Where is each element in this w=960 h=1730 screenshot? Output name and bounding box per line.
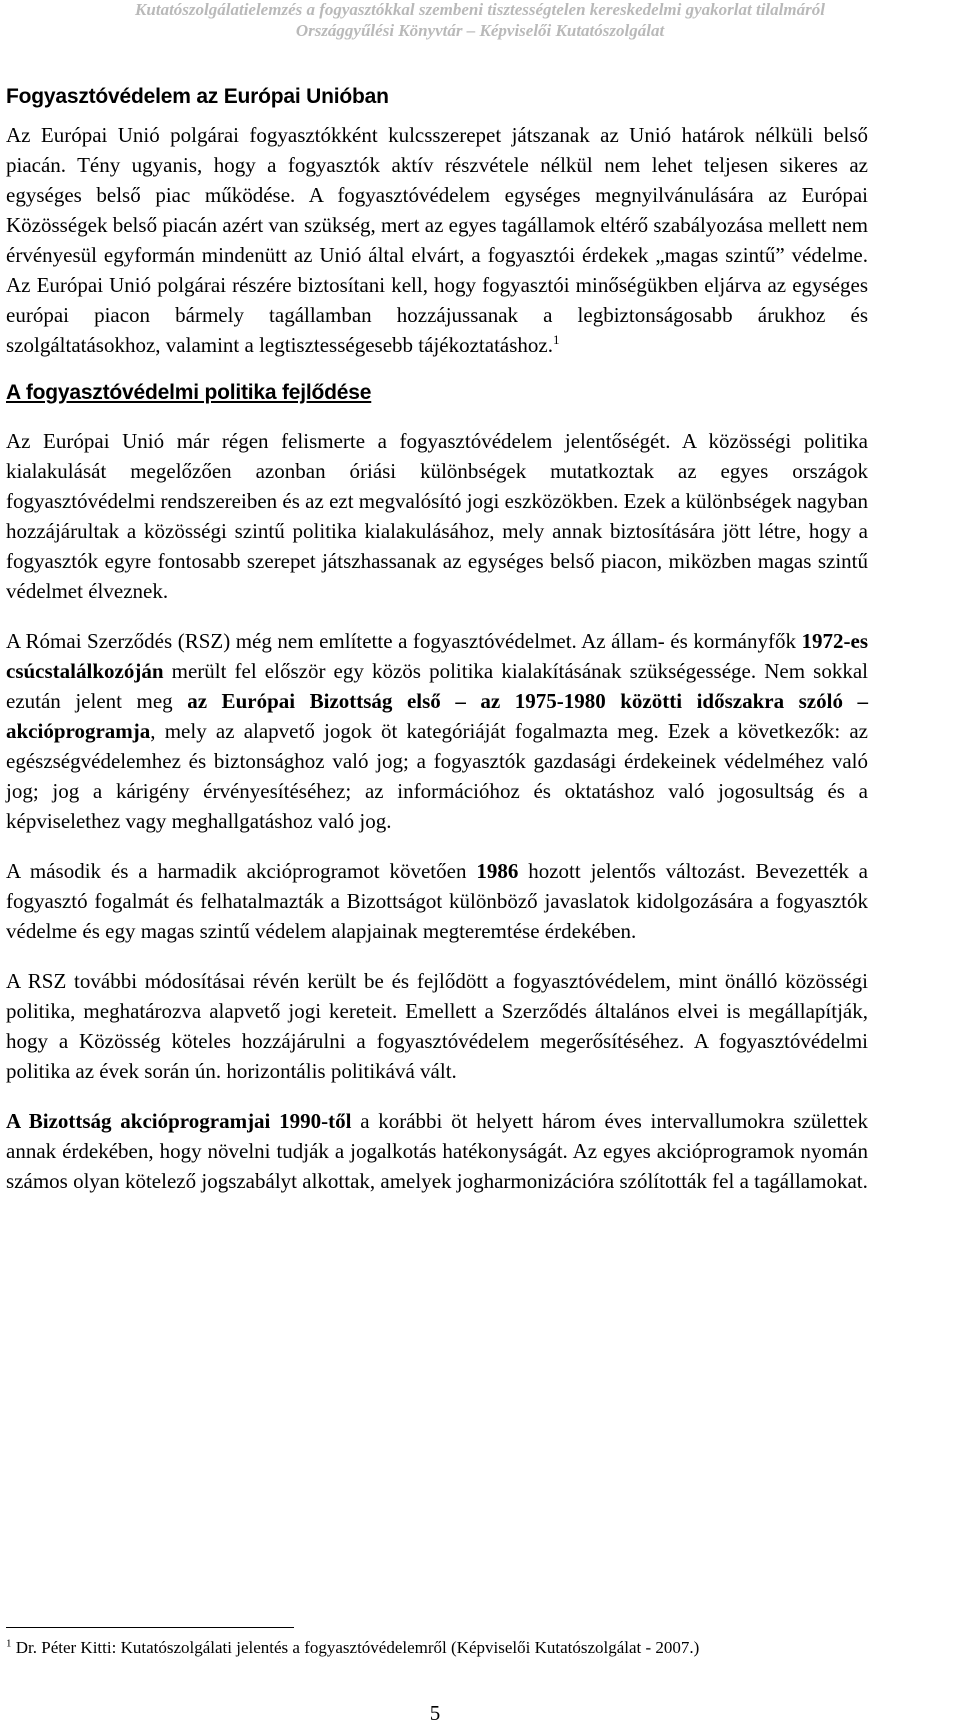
footnote-separator bbox=[6, 1627, 294, 1628]
bold-run: 1986 bbox=[476, 859, 519, 883]
section-title: A fogyasztóvédelmi politika fejlődése bbox=[6, 381, 372, 404]
paragraph-intro bbox=[6, 120, 868, 360]
bold-run: A Bizottság akcióprogramjai 1990-től bbox=[6, 1109, 352, 1133]
paragraph-1990 bbox=[6, 1106, 868, 1196]
text-run: a korábbi öt helyett három éves intervallumokra születtek annak érdekében, hogy növelni tudják a jogalkotás hatékonyságát. Az egyes akcióprogramok nyomán számos olyan kötelező jogszabályt alkottak, amelyek jogharmonizációra szólították fel a tagállamokat. bbox=[6, 1109, 868, 1193]
page-number: 5 bbox=[429, 1701, 441, 1725]
footnote-marker: 1 bbox=[6, 1637, 12, 1650]
paragraph-rsz: A RSZ további módosításai révén került be és fejlődött a fogyasztóvédelem, mint önálló közösségi politika, meghatározva alapvető jogi kereteit. Emellett a Szerződés általános elvei is megállapítják, hogy a Közösség köteles hozzájárulni a fogyasztóvédelem megerősítéséhez. A fogyasztóvédelmi politika az évek során ún. horizontális politikává vált. bbox=[6, 969, 868, 1083]
header-line-2: Országgyűlési Könyvtár – Képviselői Kutatószolgálat bbox=[295, 21, 665, 40]
text-run: A második és a harmadik akcióprogramot követően bbox=[6, 859, 477, 883]
paragraph-treaty bbox=[6, 626, 868, 836]
paragraph-development: Az Európai Unió már régen felismerte a fogyasztóvédelem jelentőségét. A közösségi politika kialakulását megelőzően azonban óriási különbségek mutatkoztak az egyes országok fogyasztóvédelmi rendszereiben és az ezt megvalósító jogi eszközökben. Ezek a különbségek nagyban hozzájárultak a közösségi szintű politika kialakulásához, mely annak biztosítására jött létre, hogy a fogyasztók egyre fontosabb szerepet játszhassanak az egységes belső piacon, miközben magas szintű védelmet élveznek. bbox=[6, 429, 868, 603]
text-run: hozott jelentős változást. Bevezették a fogyasztó fogalmát és felhatalmazták a Bizottságot különböző javaslatok kidolgozására a fogyasztók védelme és egy magas szintű védelem alapjainak megteremtése érdekében. bbox=[6, 859, 869, 943]
text-run: merült fel először egy közös politika kialakításának szükségessége. Nem sokkal ezután jelent meg bbox=[6, 659, 868, 713]
text-run: A Római Szerződés (RSZ) még nem említette a fogyasztóvédelmet. Az állam- és kormányfők bbox=[6, 629, 802, 653]
header-line-1: Kutatószolgálatielemzés a fogyasztókkal szembeni tisztességtelen kereskedelmi gyakorlat tilalmáról bbox=[135, 0, 825, 19]
paragraph-1986 bbox=[6, 856, 868, 946]
footnote-text: Dr. Péter Kitti: Kutatószolgálati jelentés a fogyasztóvédelemről (Képviselői Kutatószolgálat - 2007.) bbox=[11, 1638, 700, 1657]
document-body bbox=[6, 82, 868, 1196]
bold-run: 1972-es csúcstalálkozóján bbox=[6, 629, 868, 683]
footnote-reference[interactable]: 1 bbox=[552, 332, 560, 347]
text-run: , mely az alapvető jogok öt kategóriáját fogalmazta meg. Ezek a következők: az egészségvédelemhez és biztonsághoz való jog; a fogyasztók gazdasági érdekeinek védelméhez való jog; jog a kárigény érvényesítéséhez; az információhoz és oktatáshoz való jogosultság és a képviselethez vagy meghallgatáshoz való jog. bbox=[6, 719, 868, 833]
paragraph-intro-text: Az Európai Unió polgárai fogyasztókként kulcsszerepet játszanak az Unió határok nélküli belső piacán. Tény ugyanis, hogy a fogyasztók aktív részvétele nélkül nem lehet teljesen sikeres az egységes belső piac működése. A fogyasztóvédelem egységes megnyilvánulására az Európai Közösségek belső piacán azért van szükség, mert az egyes tagállamok eltérő szabályozása mellett nem érvényesül egyformán mindenütt az Unió által elvárt, a fogyasztói érdekek „magas szintű” védelme. Az Európai Unió polgárai részére biztosítani kell, hogy fogyasztói minőségükben eljárva az egységes európai piacon bármely tagállamban hozzájussanak a legbiztonságosabb árukhoz és szolgáltatásokhoz, valamint a legtisztességesebb tájékoztatáshoz. bbox=[6, 123, 868, 357]
bold-run: az Európai Bizottság első – az 1975-1980 közötti időszakra szóló – akcióprogramja bbox=[6, 689, 868, 743]
page-title: Fogyasztóvédelem az Európai Unióban bbox=[6, 85, 389, 108]
footnote bbox=[6, 1637, 906, 1659]
